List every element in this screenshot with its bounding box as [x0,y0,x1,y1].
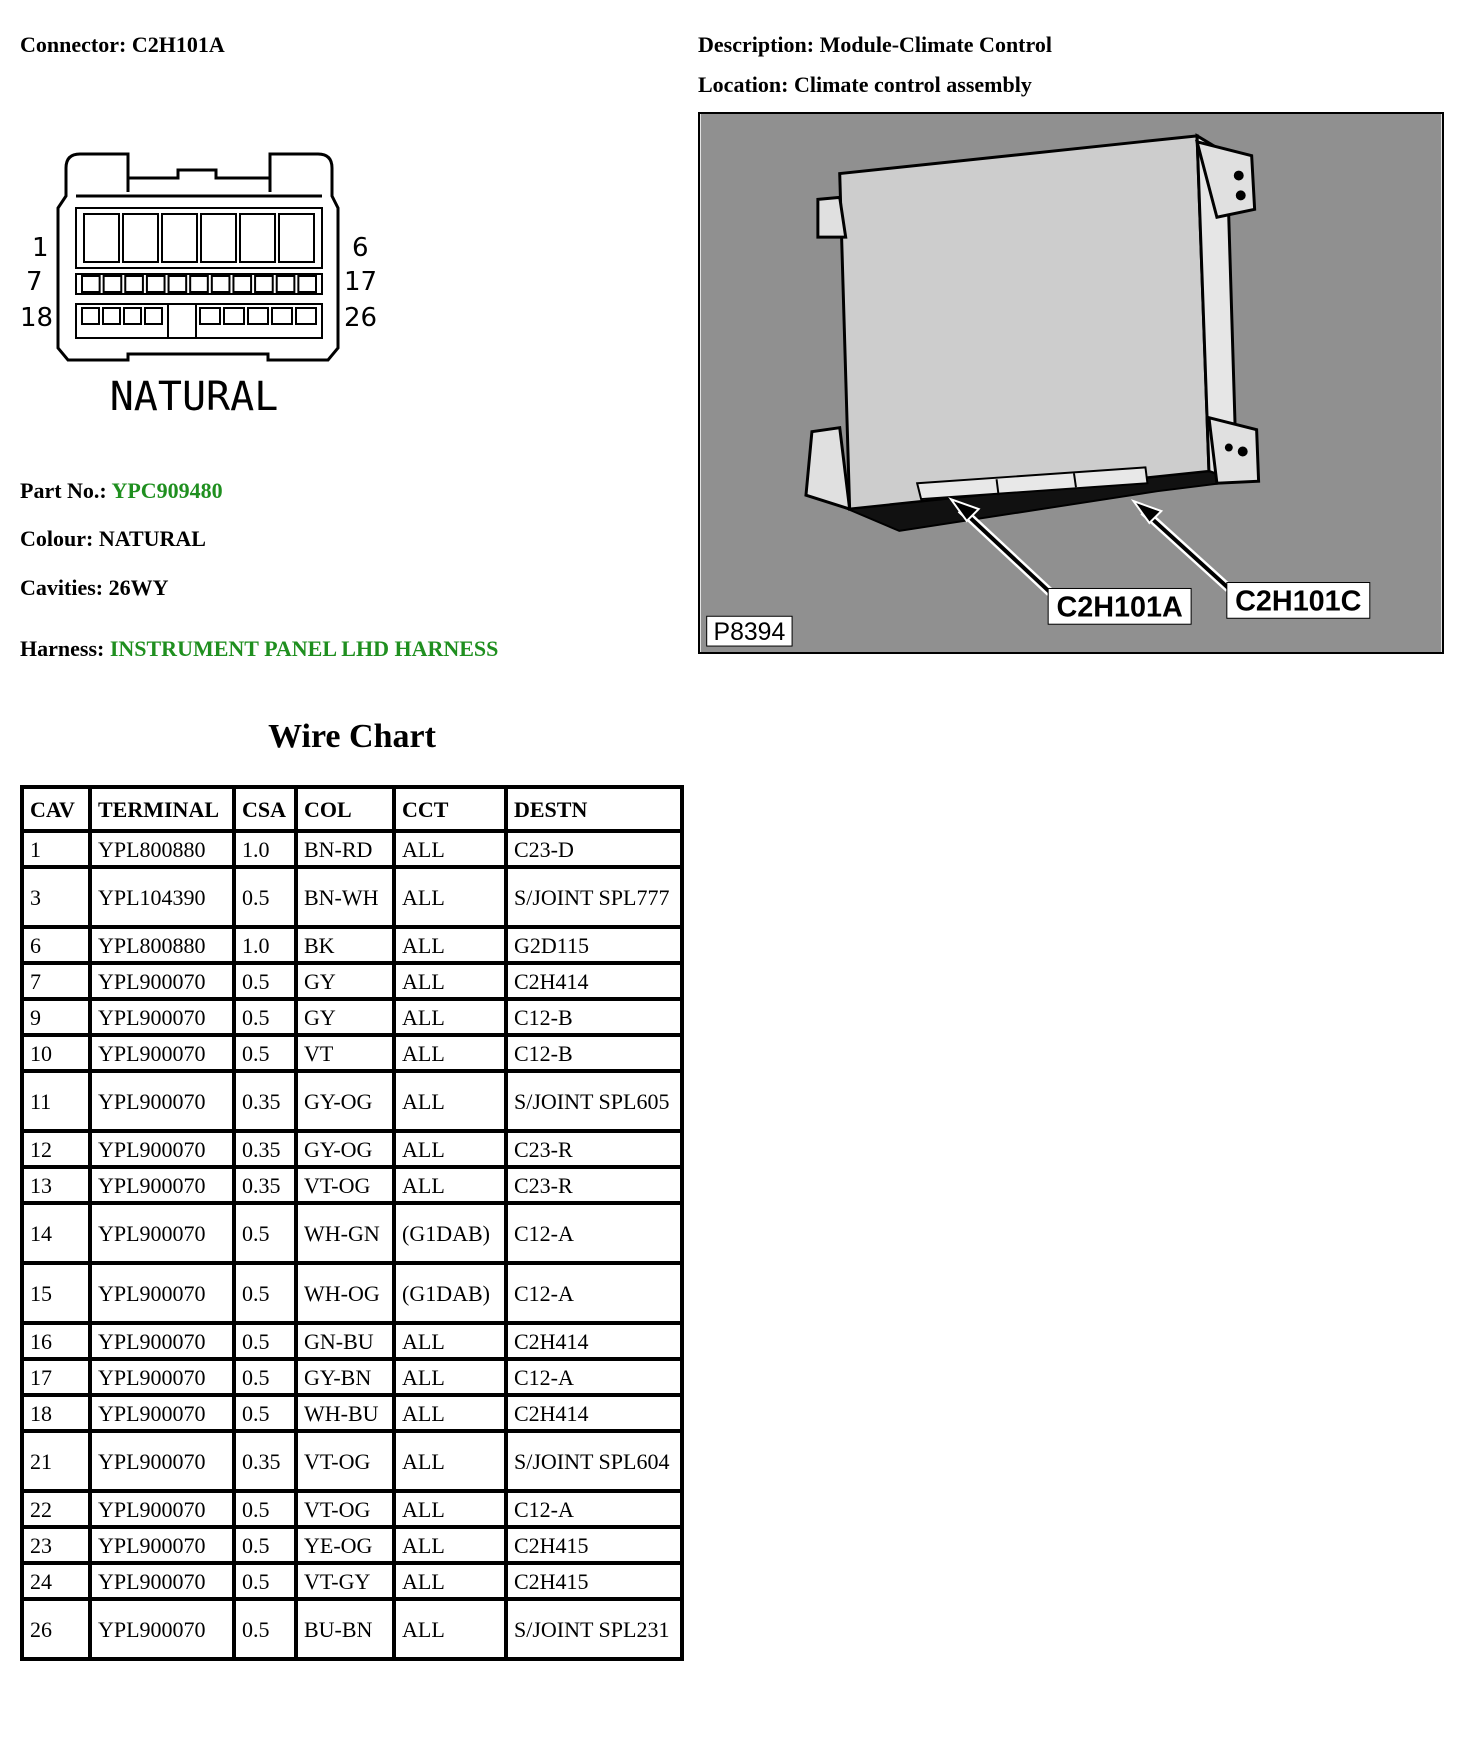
table-row [22,1563,682,1599]
cell-destn: S/JOINT SPL777 [506,867,682,927]
cell-csa: 0.35 [234,1131,296,1167]
mount-tab-lower-right [1209,418,1259,484]
cell-col: VT-OG [296,1167,394,1203]
cell-col: GY [296,999,394,1035]
table-row [22,1131,682,1167]
pin-cavity-bot-3 [124,308,141,324]
cell-cav: 6 [22,927,90,963]
pin-cavity-top-2 [123,214,158,262]
harness-field [20,636,498,662]
cell-destn: C12-B [506,999,682,1035]
pin-cavity-bot-6 [224,308,244,324]
pin-cavity-mid-9 [255,276,273,292]
cell-terminal: YPL900070 [90,999,234,1035]
cell-cct: ALL [394,999,506,1035]
cell-col: WH-BU [296,1395,394,1431]
callout-label-c2h101a: C2H101A [1056,591,1183,624]
table-row [22,831,682,867]
cell-col: WH-OG [296,1263,394,1323]
pin-cavity-top-6 [279,214,314,262]
cell-col: GN-BU [296,1323,394,1359]
pin-label-6: 6 [352,233,369,263]
cell-cav: 15 [22,1263,90,1323]
pin-cavity-top-3 [162,214,197,262]
wire-chart-title: Wire Chart [268,718,436,755]
cell-terminal: YPL900070 [90,1167,234,1203]
location-field [698,72,1032,98]
header-destn: DESTN [506,787,682,831]
cell-cct: ALL [394,867,506,927]
cell-terminal: YPL900070 [90,1263,234,1323]
cell-col: GY-BN [296,1359,394,1395]
cell-csa: 0.5 [234,963,296,999]
pin-cavity-mid-1 [82,276,100,292]
cell-cav: 1 [22,831,90,867]
table-row [22,999,682,1035]
cell-destn: S/JOINT SPL604 [506,1431,682,1491]
cell-col: BK [296,927,394,963]
table-row [22,1167,682,1203]
pin-cavity-mid-4 [147,276,165,292]
pin-cavity-bot-7 [248,308,268,324]
image-reference-label: P8394 [713,619,786,647]
description-value: Module-Climate Control [819,32,1052,57]
cell-csa: 0.5 [234,1527,296,1563]
cell-cct: ALL [394,831,506,867]
cell-cct: ALL [394,927,506,963]
cell-cct: ALL [394,1491,506,1527]
colour-field [20,526,206,552]
cell-col: VT [296,1035,394,1071]
cell-destn: C23-D [506,831,682,867]
cell-csa: 0.5 [234,1563,296,1599]
pin-cavity-bot-4 [145,308,162,324]
cell-terminal: YPL800880 [90,927,234,963]
pin-cavity-mid-6 [190,276,208,292]
cell-cav: 7 [22,963,90,999]
cavities-value: 26WY [108,575,169,600]
cell-cct: ALL [394,963,506,999]
cell-csa: 0.5 [234,1359,296,1395]
cell-cct: ALL [394,1431,506,1491]
cell-csa: 1.0 [234,927,296,963]
cell-cct: ALL [394,1131,506,1167]
table-row [22,1395,682,1431]
table-row [22,1263,682,1323]
cell-csa: 0.35 [234,1071,296,1131]
part-no-label: Part No.: [20,478,107,503]
mount-tab-upper-left [818,197,846,237]
cell-csa: 0.35 [234,1167,296,1203]
module-top-face [840,136,1209,509]
pin-cavity-mid-7 [212,276,230,292]
table-row [22,1527,682,1563]
cell-terminal: YPL900070 [90,1359,234,1395]
cell-cav: 14 [22,1203,90,1263]
cell-terminal: YPL104390 [90,867,234,927]
pin-cavity-top-1 [84,214,119,262]
cell-col: BU-BN [296,1599,394,1659]
cell-terminal: YPL900070 [90,1395,234,1431]
cell-csa: 0.5 [234,1323,296,1359]
connector-value: C2H101A [131,32,225,57]
table-row [22,963,682,999]
wire-chart-header-row [22,787,682,831]
part-no-link[interactable]: YPC909480 [111,478,223,503]
cell-cct: ALL [394,1359,506,1395]
pin-row-7-17 [82,276,316,292]
harness-link[interactable]: INSTRUMENT PANEL LHD HARNESS [109,636,499,661]
cell-cav: 22 [22,1491,90,1527]
cell-destn: C12-A [506,1263,682,1323]
cell-cct: ALL [394,1323,506,1359]
cell-col: BN-WH [296,867,394,927]
cell-col: WH-GN [296,1203,394,1263]
cell-cav: 12 [22,1131,90,1167]
pin-cavity-bot-9 [296,308,316,324]
connector-field [20,32,225,58]
cell-cct: ALL [394,1599,506,1659]
table-row [22,1203,682,1263]
colour-label: Colour: [20,526,94,551]
pin-cavity-mid-2 [104,276,122,292]
connector-colour-caption: NATURAL [109,374,279,420]
cell-cct: ALL [394,1395,506,1431]
cavities-label: Cavities: [20,575,104,600]
pin-label-17: 17 [344,267,378,297]
cavities-field [20,575,168,601]
colour-value: NATURAL [98,526,206,551]
pin-row-18-26 [82,308,316,324]
cell-terminal: YPL900070 [90,1527,234,1563]
cell-cct: ALL [394,1527,506,1563]
cell-cav: 13 [22,1167,90,1203]
pin-cavity-bot-2 [103,308,120,324]
part-no-field [20,478,223,504]
cell-cct: ALL [394,1563,506,1599]
header-csa: CSA [234,787,296,831]
cell-cct: ALL [394,1071,506,1131]
cell-cct: ALL [394,1167,506,1203]
pin-cavity-mid-3 [125,276,143,292]
cell-destn: C2H414 [506,1323,682,1359]
pin-cavity-top-4 [201,214,236,262]
wire-chart-table [20,785,684,1661]
location-value: Climate control assembly [793,72,1032,97]
cell-col: VT-GY [296,1563,394,1599]
cell-csa: 0.5 [234,867,296,927]
cell-csa: 0.5 [234,1599,296,1659]
cell-cav: 16 [22,1323,90,1359]
cell-destn: S/JOINT SPL605 [506,1071,682,1131]
cell-terminal: YPL900070 [90,1563,234,1599]
pin-label-18: 18 [20,303,54,333]
table-row [22,1599,682,1659]
cell-cct: ALL [394,1035,506,1071]
cell-col: YE-OG [296,1527,394,1563]
pin-cavity-bot-1 [82,308,99,324]
cell-destn: C2H414 [506,963,682,999]
cell-csa: 1.0 [234,831,296,867]
cell-destn: C12-A [506,1203,682,1263]
cell-terminal: YPL900070 [90,1035,234,1071]
cell-csa: 0.35 [234,1431,296,1491]
harness-label: Harness: [20,636,105,661]
table-row [22,1431,682,1491]
description-label: Description: [698,32,815,57]
cell-csa: 0.5 [234,1395,296,1431]
pin-row-1-6 [84,214,314,262]
cell-destn: C12-A [506,1491,682,1527]
cell-destn: C2H415 [506,1563,682,1599]
pin-cavity-top-5 [240,214,275,262]
table-row [22,1071,682,1131]
cell-col: GY-OG [296,1071,394,1131]
cell-col: VT-OG [296,1491,394,1527]
header-cav: CAV [22,787,90,831]
header-cct: CCT [394,787,506,831]
cell-col: VT-OG [296,1431,394,1491]
pin-label-7: 7 [26,267,43,297]
pin-cavity-mid-10 [277,276,295,292]
cell-cav: 10 [22,1035,90,1071]
header-col: COL [296,787,394,831]
cell-destn: C23-R [506,1131,682,1167]
cell-csa: 0.5 [234,1035,296,1071]
table-row [22,1035,682,1071]
cell-cav: 11 [22,1071,90,1131]
pin-cavity-bot-8 [272,308,292,324]
cell-col: GY [296,963,394,999]
cell-destn: C12-A [506,1359,682,1395]
cell-destn: C2H414 [506,1395,682,1431]
cell-cct: (G1DAB) [394,1203,506,1263]
table-row [22,1491,682,1527]
description-field [698,32,1052,58]
table-row [22,1359,682,1395]
header-terminal: TERMINAL [90,787,234,831]
cell-terminal: YPL900070 [90,1431,234,1491]
connector-face-diagram [18,148,398,428]
module-location-image [698,112,1444,654]
cell-destn: G2D115 [506,927,682,963]
cell-cav: 23 [22,1527,90,1563]
cell-terminal: YPL900070 [90,1491,234,1527]
callout-label-c2h101c: C2H101C [1235,585,1362,618]
cell-csa: 0.5 [234,1203,296,1263]
cell-cav: 18 [22,1395,90,1431]
cell-terminal: YPL900070 [90,1323,234,1359]
connector-label: Connector: [20,32,127,57]
cell-csa: 0.5 [234,999,296,1035]
pin-cavity-bot-5 [200,308,220,324]
cell-col: BN-RD [296,831,394,867]
cell-destn: C2H415 [506,1527,682,1563]
pin-cavity-mid-11 [298,276,316,292]
cell-cct: (G1DAB) [394,1263,506,1323]
cell-destn: C12-B [506,1035,682,1071]
cell-terminal: YPL900070 [90,1203,234,1263]
cell-terminal: YPL900070 [90,1131,234,1167]
pin-label-26: 26 [344,303,378,333]
cell-cav: 21 [22,1431,90,1491]
cell-csa: 0.5 [234,1263,296,1323]
pin-label-1: 1 [32,233,49,263]
cell-terminal: YPL900070 [90,963,234,999]
pin-cavity-mid-8 [233,276,251,292]
cell-cav: 9 [22,999,90,1035]
pin-cavity-mid-5 [169,276,187,292]
cell-csa: 0.5 [234,1491,296,1527]
cell-destn: S/JOINT SPL231 [506,1599,682,1659]
cell-terminal: YPL800880 [90,831,234,867]
cell-cav: 17 [22,1359,90,1395]
cell-terminal: YPL900070 [90,1071,234,1131]
location-label: Location: [698,72,789,97]
cell-terminal: YPL900070 [90,1599,234,1659]
cell-cav: 24 [22,1563,90,1599]
cell-col: GY-OG [296,1131,394,1167]
cell-destn: C23-R [506,1167,682,1203]
table-row [22,867,682,927]
cell-cav: 26 [22,1599,90,1659]
cell-cav: 3 [22,867,90,927]
table-row [22,927,682,963]
table-row [22,1323,682,1359]
